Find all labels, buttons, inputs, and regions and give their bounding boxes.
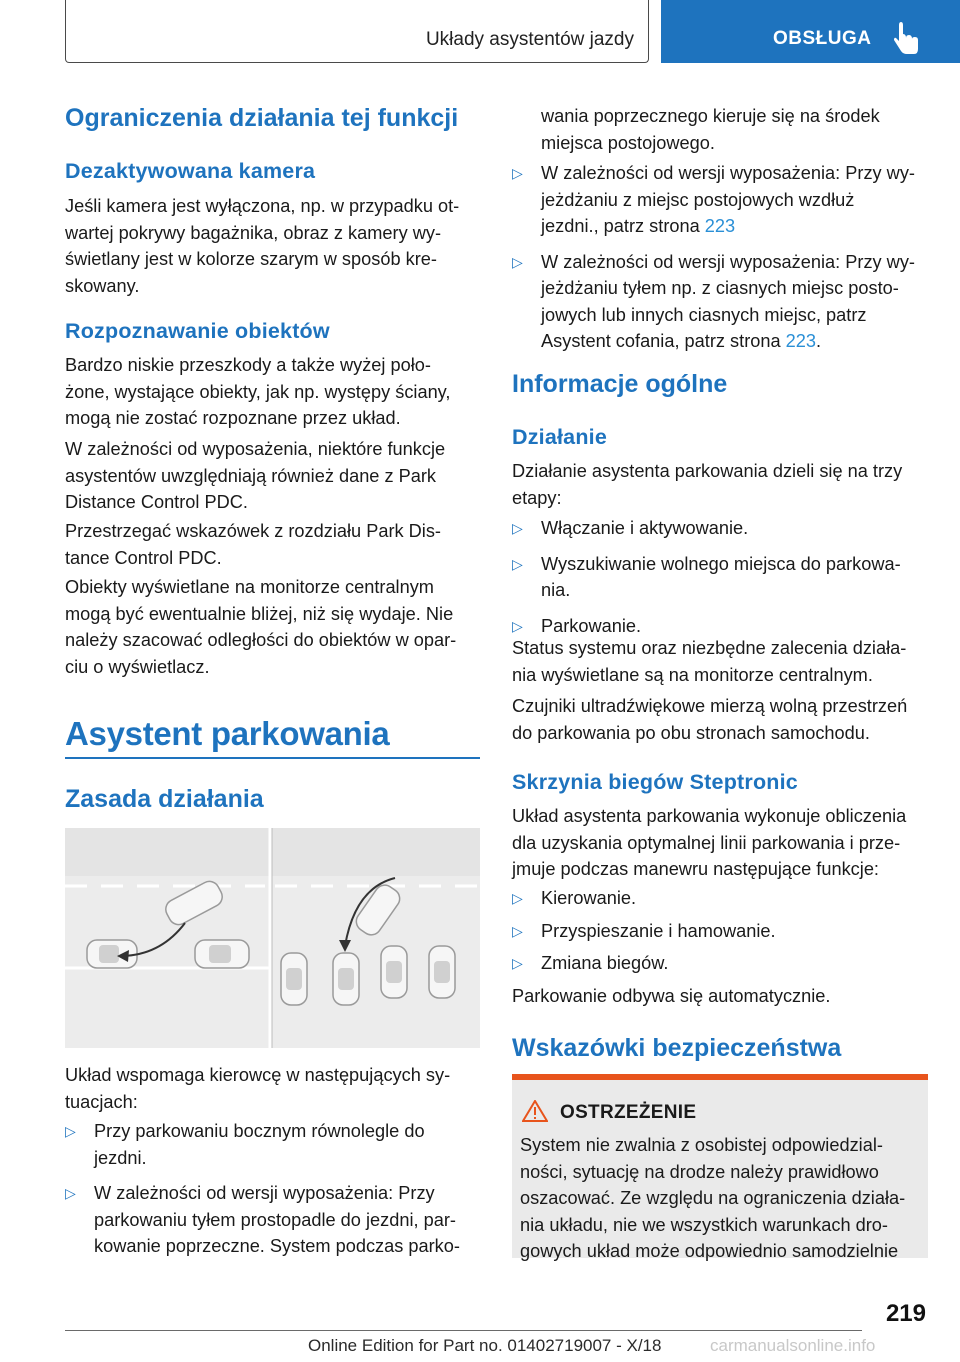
list-item: ▷ Parkowanie.	[512, 613, 928, 640]
heading-limits: Ograniczenia działania tej funkcji	[65, 104, 459, 132]
situation-list	[65, 1118, 480, 1260]
list-item: ▷ Przy parkowaniu bocznym równolegle do jezdni.	[65, 1118, 480, 1171]
heading-function: Działanie	[512, 425, 608, 449]
heading-steptronic: Skrzynia biegów Steptronic	[512, 770, 798, 794]
stages-list	[512, 515, 928, 639]
warning-title: OSTRZEŻENIE	[560, 1102, 697, 1123]
triangle-right-icon: ▷	[65, 1185, 76, 1201]
para-objects-3: Przestrzegać wskazówek z rozdziału Park Dis- tance Control PDC.	[65, 521, 441, 568]
triangle-right-icon: ▷	[512, 955, 523, 971]
page-link[interactable]: 223	[785, 331, 817, 351]
hand-pointer-icon	[893, 22, 923, 56]
exit-list	[512, 160, 928, 355]
heading-camera: Dezaktywowana kamera	[65, 159, 316, 183]
heading-general: Informacje ogólne	[512, 370, 728, 398]
list-item: ▷ Przyspieszanie i hamowanie.	[512, 918, 928, 945]
header-section-box	[65, 0, 649, 63]
heading-objects: Rozpoznawanie obiektów	[65, 319, 330, 343]
para-sensors: Czujniki ultradźwiękowe mierzą wolną przestrzeń do parkowania po obu stronach samochodu.	[512, 696, 908, 743]
triangle-right-icon: ▷	[512, 520, 523, 536]
triangle-right-icon: ▷	[512, 555, 523, 572]
parking-illustration	[65, 828, 480, 1048]
triangle-right-icon: ▷	[65, 1123, 76, 1139]
heading-rule	[65, 757, 480, 759]
triangle-right-icon: ▷	[512, 617, 523, 634]
header-tab-label: OBSŁUGA	[773, 28, 872, 49]
heading-principle: Zasada działania	[65, 785, 264, 813]
warning-box	[512, 1074, 928, 1261]
heading-parking-assistant: Asystent parkowania	[65, 715, 390, 752]
warning-triangle-icon	[522, 1100, 548, 1122]
list-item: ▷ Zmiana biegów.	[512, 950, 928, 977]
para-function: Działanie asystenta parkowania dzieli się na trzy etapy:	[512, 461, 903, 508]
heading-safety: Wskazówki bezpieczeństwa	[512, 1034, 842, 1062]
para-auto: Parkowanie odbywa się automatycznie.	[512, 986, 831, 1006]
page-number: 219	[885, 1300, 926, 1327]
header-section-title: Układy asystentów jazdy	[425, 29, 634, 50]
triangle-right-icon: ▷	[512, 922, 523, 939]
triangle-right-icon: ▷	[512, 165, 523, 181]
list-item: ▷ W zależności od wersji wyposażenia: Przy wy- jeżdżaniu tyłem np. z ciasnych miejsc posto- jowych lub innych ciasnych miejsc, patrz Asystent cofania, patrz strona 223.	[512, 249, 928, 355]
para-objects-2: W zależności od wyposażenia, niektóre funkcje asystentów uwzględniają również dane z Park Distance Control PDC.	[65, 439, 446, 512]
para-steptronic: Układ asystenta parkowania wykonuje obliczenia dla uzyskania optymalnej linii parkowania i prze- jmuje podczas manewru następujące funkcje:	[512, 806, 907, 879]
para-supports: Układ wspomaga kierowcę w następujących sy- tuacjach:	[65, 1065, 451, 1112]
para-objects-4: Obiekty wyświetlane na monitorze centralnym mogą być ewentualnie bliżej, niż się wydaje. Nie należy szacować odległości do obiektów w opar- ciu o wyświetlacz.	[65, 577, 457, 677]
functions-list	[512, 885, 928, 977]
watermark: carmanualsonline.info	[710, 1336, 876, 1355]
warning-body: System nie zwalnia z osobistej odpowiedzial- ności, sytuację na drodze należy prawidłowo oszacować. Ze względu na ograniczenia działa- nia układu, nie we wszystkich warunkach dro- gowych układ może odpowiednio samodzielnie	[520, 1135, 906, 1261]
para-status: Status systemu oraz niezbędne zalecenia działa- nia wyświetlane są na monitorze centralnym.	[512, 638, 907, 685]
list-item: ▷ Kierowanie.	[512, 885, 928, 912]
list-item: ▷ W zależności od wersji wyposażenia: Przy wy- jeżdżaniu z miejsc postojowych wzdłuż jezdni., patrz strona 223	[512, 160, 928, 240]
header-tab[interactable]	[661, 0, 960, 63]
list-item: ▷ Wyszukiwanie wolnego miejsca do parkowa- nia.	[512, 551, 928, 604]
triangle-right-icon: ▷	[512, 890, 523, 906]
para-objects-1: Bardzo niskie przeszkody a także wyżej poło- żone, wystające obiekty, jak np. występy ściany, mogą nie zostać rozpoznane przez układ.	[65, 355, 451, 428]
list-item: ▷ Włączanie i aktywowanie.	[512, 515, 928, 542]
page-link[interactable]: 223	[704, 216, 736, 236]
para-continued: wania poprzecznego kieruje się na środek miejsca postojowego.	[541, 106, 880, 153]
triangle-right-icon: ▷	[512, 253, 523, 270]
footer-rule	[65, 1330, 862, 1331]
footer-edition: Online Edition for Part no. 01402719007 - X/18	[308, 1336, 662, 1355]
warning-bar	[512, 1074, 928, 1080]
para-camera: Jeśli kamera jest wyłączona, np. w przypadku ot- wartej pokrywy bagażnika, obraz z kamery wy- świetlany jest w kolorze szarym w sposób kre- skowany.	[65, 196, 460, 296]
list-item: ▷ W zależności od wersji wyposażenia: Przy parkowaniu tyłem prostopadle do jezdni, par- kowanie poprzeczne. System podczas parko-	[65, 1180, 480, 1260]
